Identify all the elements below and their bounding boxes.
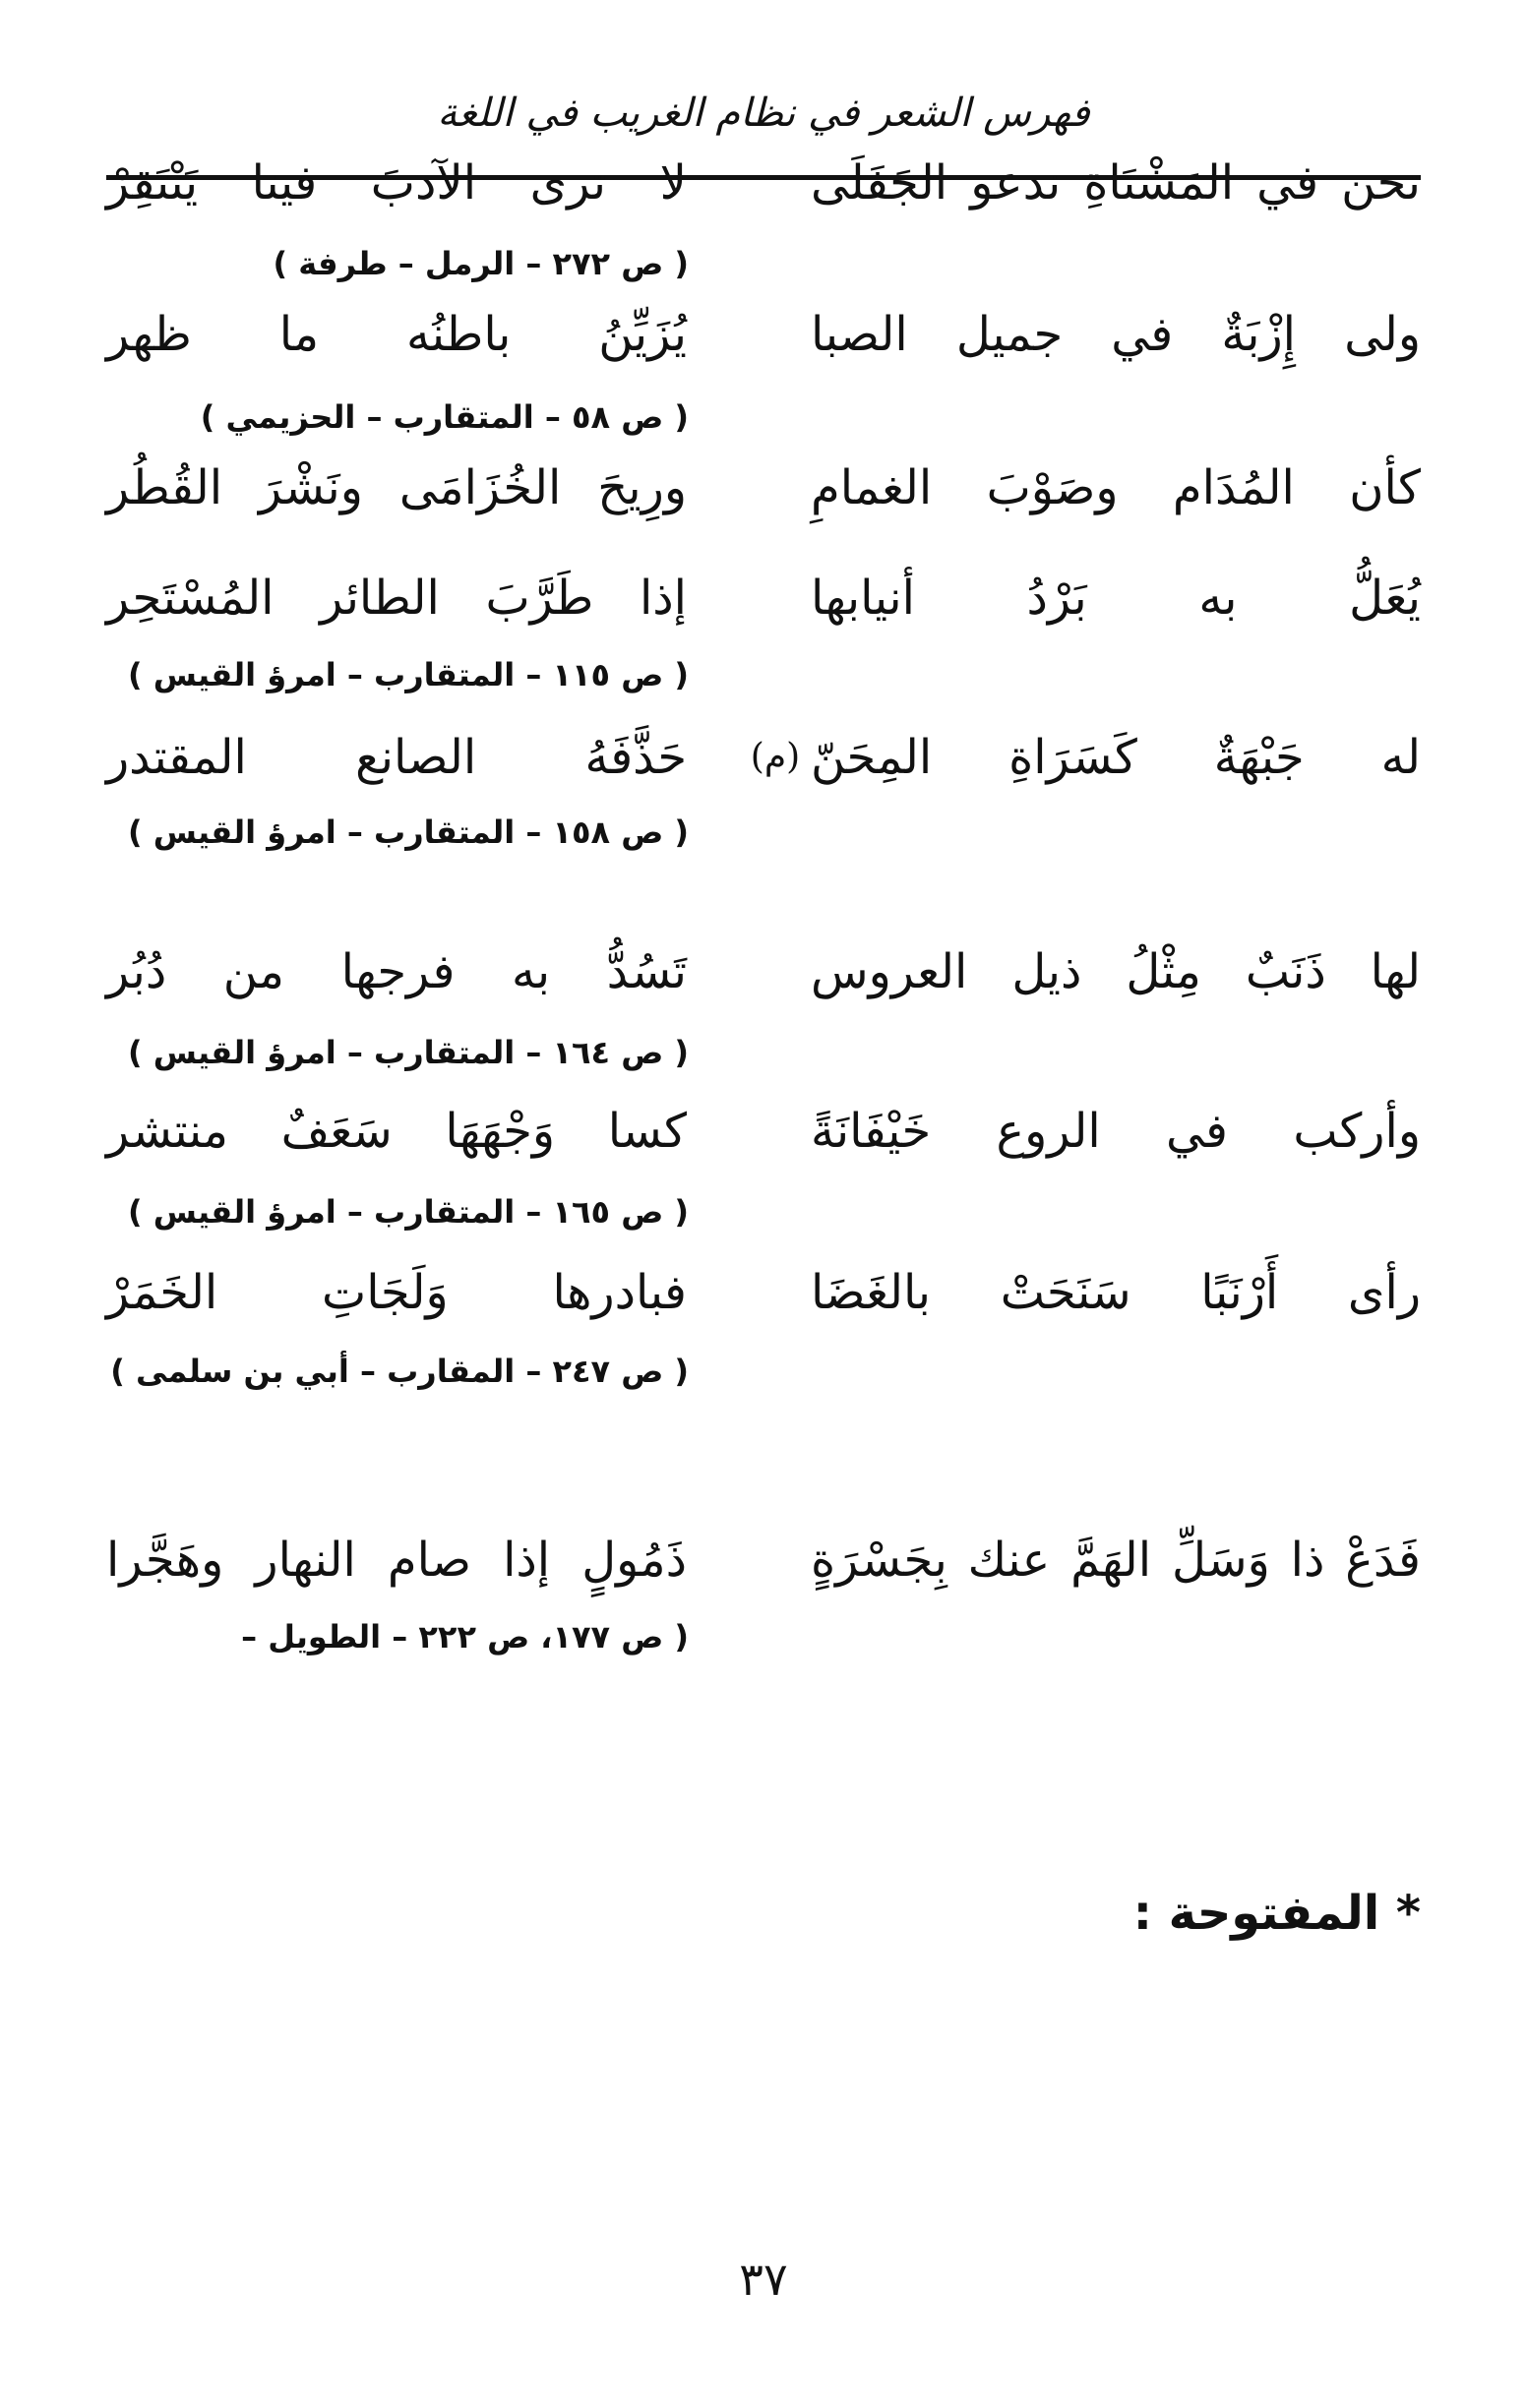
first-hemistich: ولى إِزْبَةٌ في جميل الصبا xyxy=(811,307,1421,362)
verse-marker: (م) xyxy=(750,737,801,777)
verse-citation: ( ص ١٥٨ – المتقارب – امرؤ القيس ) xyxy=(127,813,689,851)
verse-line xyxy=(106,559,1421,637)
first-hemistich: كأن المُدَام وصَوْبَ الغمامِ xyxy=(811,460,1421,515)
verse-citation: ( ص ٥٨ – المتقارب – الحزيمي ) xyxy=(200,398,689,436)
second-hemistich: كسا وَجْهَهَا سَعَفٌ منتشر xyxy=(106,1104,687,1159)
running-head: فهرس الشعر في نظام الغريب في اللغة xyxy=(437,90,1090,136)
verse-line xyxy=(106,1521,1421,1599)
first-hemistich: رأى أَرْنَبًا سَنَحَتْ بالغَضَا xyxy=(811,1265,1421,1320)
verse-line xyxy=(106,1092,1421,1171)
verse-line xyxy=(106,933,1421,1011)
verse-line xyxy=(106,449,1421,527)
second-hemistich: إذا طَرَّبَ الطائر المُسْتَحِر xyxy=(106,571,687,626)
page-number: ٣٧ xyxy=(739,2253,788,2306)
verse-line xyxy=(106,295,1421,374)
second-hemistich: حَذَّفَهُ الصانع المقتدر xyxy=(106,730,687,785)
verse-citation: ( ص ٢٤٧ – المقارب – أبي بن سلمى ) xyxy=(110,1353,689,1390)
verse-line xyxy=(106,1253,1421,1332)
verse-citation: ( ص ١٦٤ – المتقارب – امرؤ القيس ) xyxy=(127,1034,689,1071)
first-hemistich: لها ذَنَبٌ مِثْلُ ذيل العروس xyxy=(811,944,1421,999)
verse-citation: ( ص ١٧٧، ص ٢٢٢ – الطويل – xyxy=(241,1618,689,1656)
first-hemistich: فَدَعْ ذا وَسَلِّ الهَمَّ عنك بِجَسْرَةٍ xyxy=(811,1533,1421,1588)
verse-citation: ( ص ١١٥ – المتقارب – امرؤ القيس ) xyxy=(127,656,689,693)
first-hemistich: نحن في المَشْتَاةِ ندعو الجَفَلَى xyxy=(811,155,1421,211)
second-hemistich: ذَمُولٍ إذا صام النهار وهَجَّرا xyxy=(106,1533,687,1588)
verse-line xyxy=(106,144,1421,222)
verse-line xyxy=(106,718,1421,797)
first-hemistich: وأركب في الروع خَيْفَانَةً xyxy=(811,1104,1421,1159)
second-hemistich: تَسُدُّ به فرجها من دُبُر xyxy=(106,944,687,999)
second-hemistich: لا ترى الآدبَ فينا يَنْتَقِرْ xyxy=(106,155,687,211)
section-heading: * المفتوحة : xyxy=(1132,1886,1421,1941)
second-hemistich: يُزَيِّنُ باطنُه ما ظهر xyxy=(106,307,687,362)
first-hemistich: يُعَلُّ به بَرْدُ أنيابها xyxy=(811,571,1421,626)
verse-citation: ( ص ١٦٥ – المتقارب – امرؤ القيس ) xyxy=(127,1193,689,1231)
first-hemistich: له جَبْهَةٌ كَسَرَاةِ المِحَنّ xyxy=(811,730,1421,785)
verse-citation: ( ص ٢٧٢ – الرمل – طرفة ) xyxy=(273,245,689,282)
second-hemistich: ورِيحَ الخُزَامَى ونَشْرَ القُطُر xyxy=(106,460,687,515)
second-hemistich: فبادرها وَلَجَاتِ الخَمَرْ xyxy=(106,1265,687,1320)
